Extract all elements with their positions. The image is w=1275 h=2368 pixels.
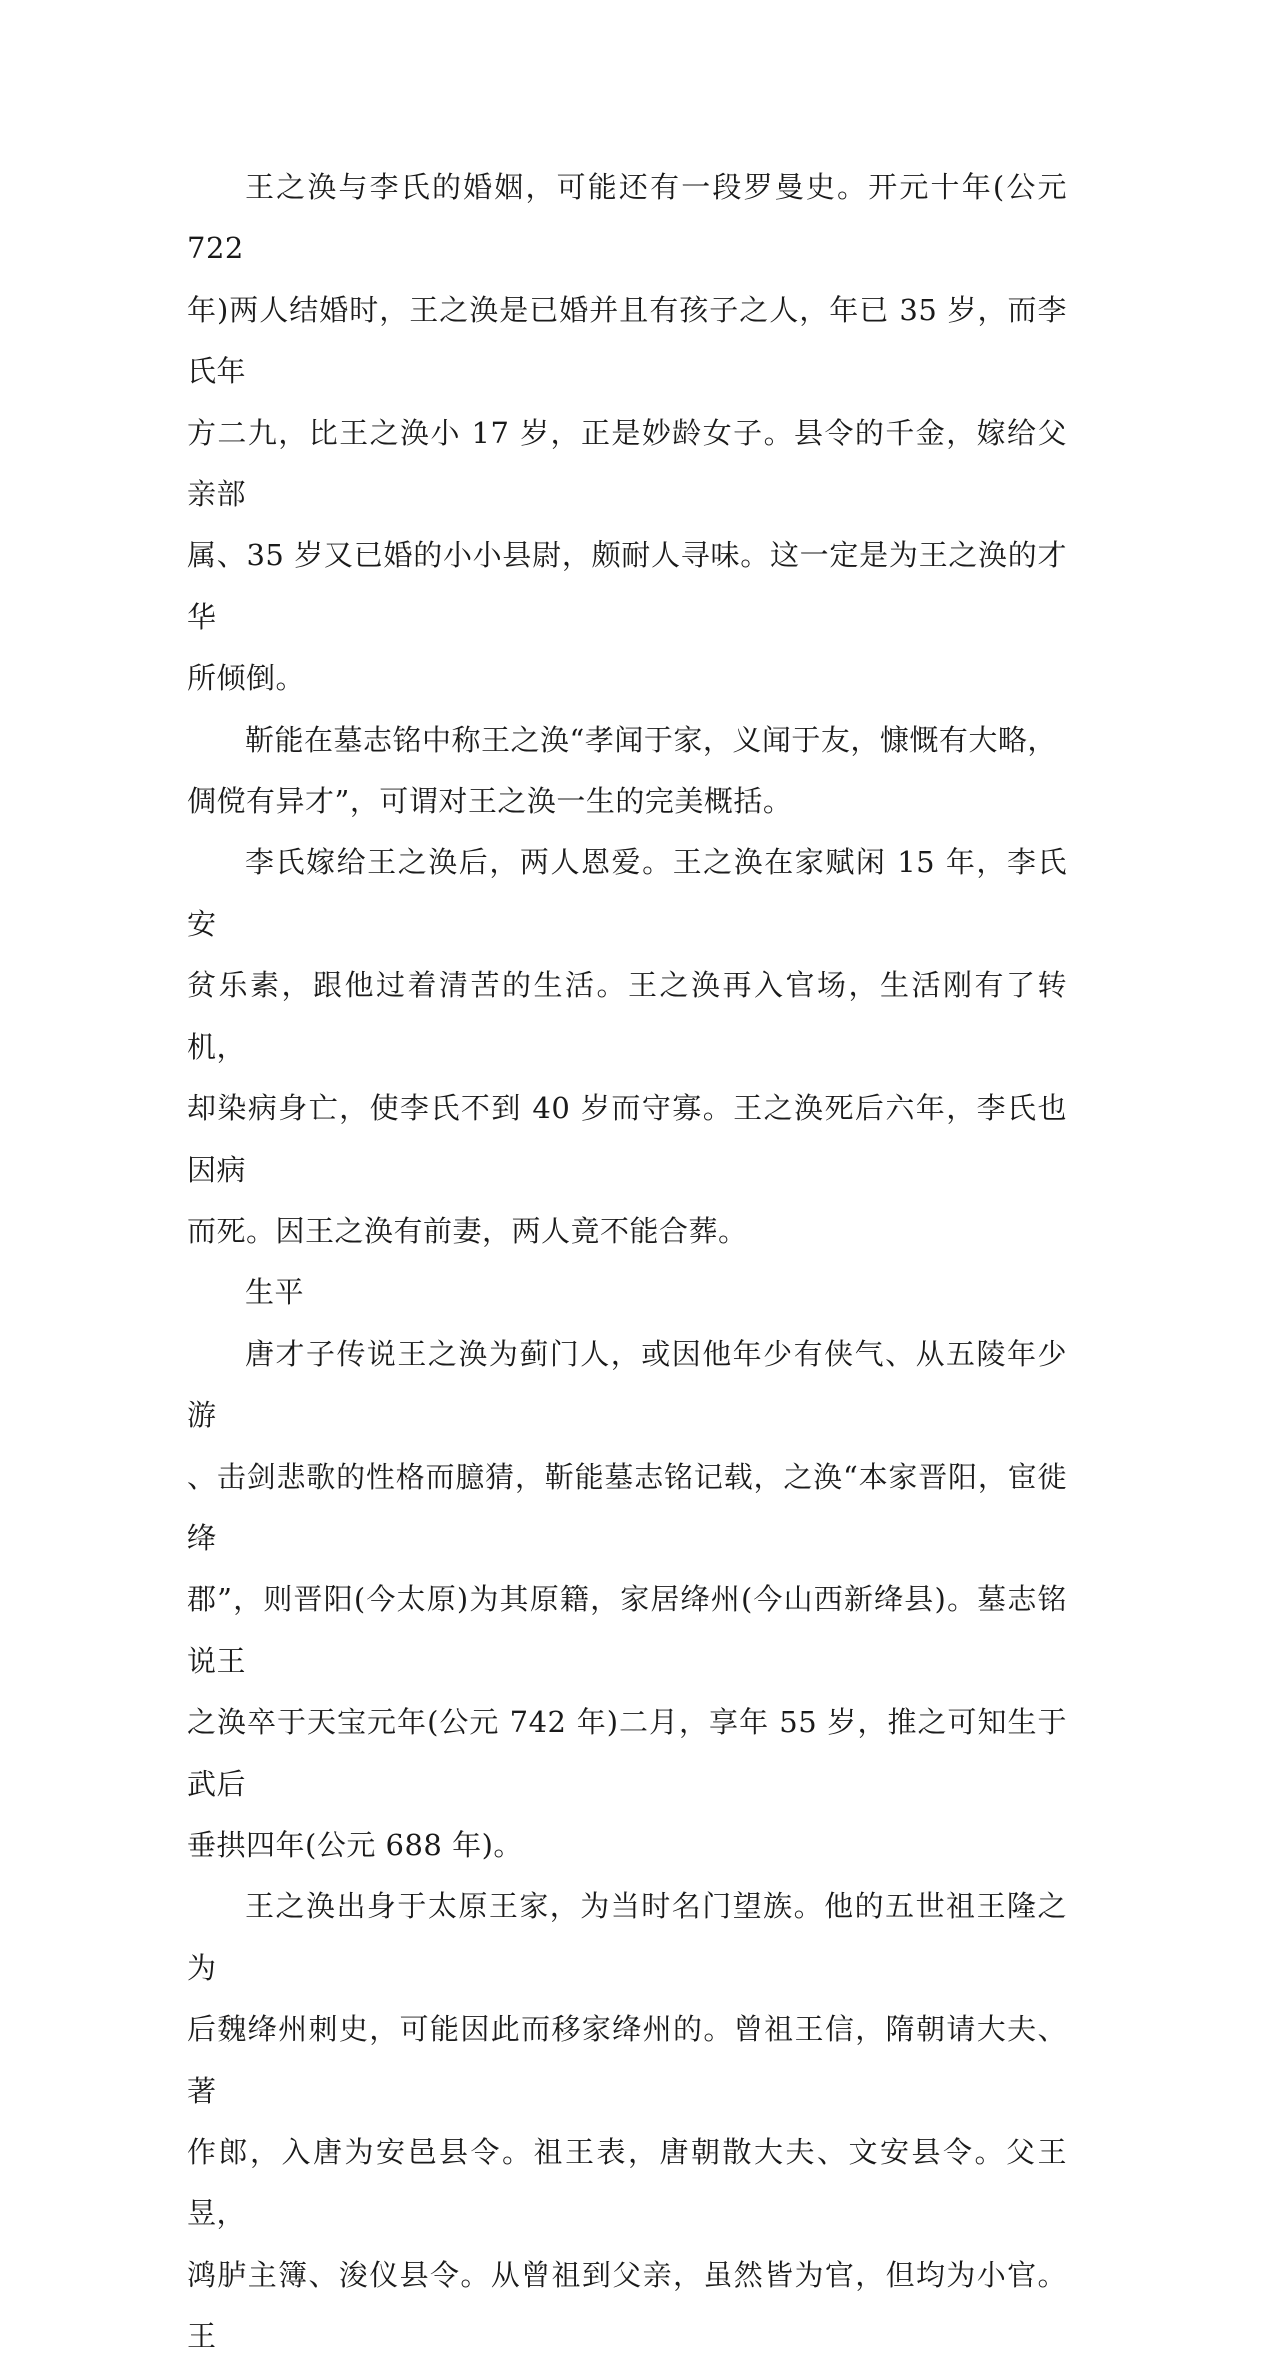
section-heading: 生平	[245, 1275, 305, 1310]
paragraph: 靳能在墓志铭中称王之涣“孝闻于家，义闻于友，慷慨有大略， 倜傥有异才”，可谓对王之涣一生的完美概括。	[187, 722, 1057, 819]
paragraph: 王之涣与李氏的婚姻，可能还有一段罗曼史。开元十年(公元 722 年)两人结婚时，王之涣是已婚并且有孩子之人，年已 35 岁，而李氏年 方二九，比王之涣小 17 岁，正是妙龄女子。县令的千金，嫁给父亲部 属、35 岁又已婚的小小县尉，颇耐人寻味。这一定是为王之涣的才华 所倾倒。	[187, 170, 1067, 696]
paragraph: 李氏嫁给王之涣后，两人恩爱。王之涣在家赋闲 15 年，李氏安 贫乐素，跟他过着清苦的生活。王之涣再入官场，生活刚有了转机， 却染病身亡，使李氏不到 40 岁而守寡。王之涣死后六年，李氏也因病 而死。因王之涣有前妻，两人竟不能合葬。	[187, 845, 1067, 1248]
body-text	[187, 157, 1067, 2368]
paragraph: 王之涣出身于太原王家，为当时名门望族。他的五世祖王隆之为 后魏绛州刺史，可能因此而移家绛州的。曾祖王信，隋朝请大夫、著 作郎，入唐为安邑县令。祖王表，唐朝散大夫、文安县令。父王昱， 鸿胪主簿、浚仪县令。从曾祖到父亲，虽然皆为官，但均为小官。王	[187, 1889, 1067, 2354]
paragraph: 唐才子传说王之涣为蓟门人，或因他年少有侠气、从五陵年少游 、击剑悲歌的性格而臆猜，靳能墓志铭记载，之涣“本家晋阳，宦徙绛 郡”，则晋阳(今太原)为其原籍，家居绛州(今山西新绛县)。墓志铭说王 之涣卒于天宝元年(公元 742 年)二月，享年 55 岁，推之可知生于武后 垂拱四年(公元 688 年)。	[187, 1336, 1067, 1862]
